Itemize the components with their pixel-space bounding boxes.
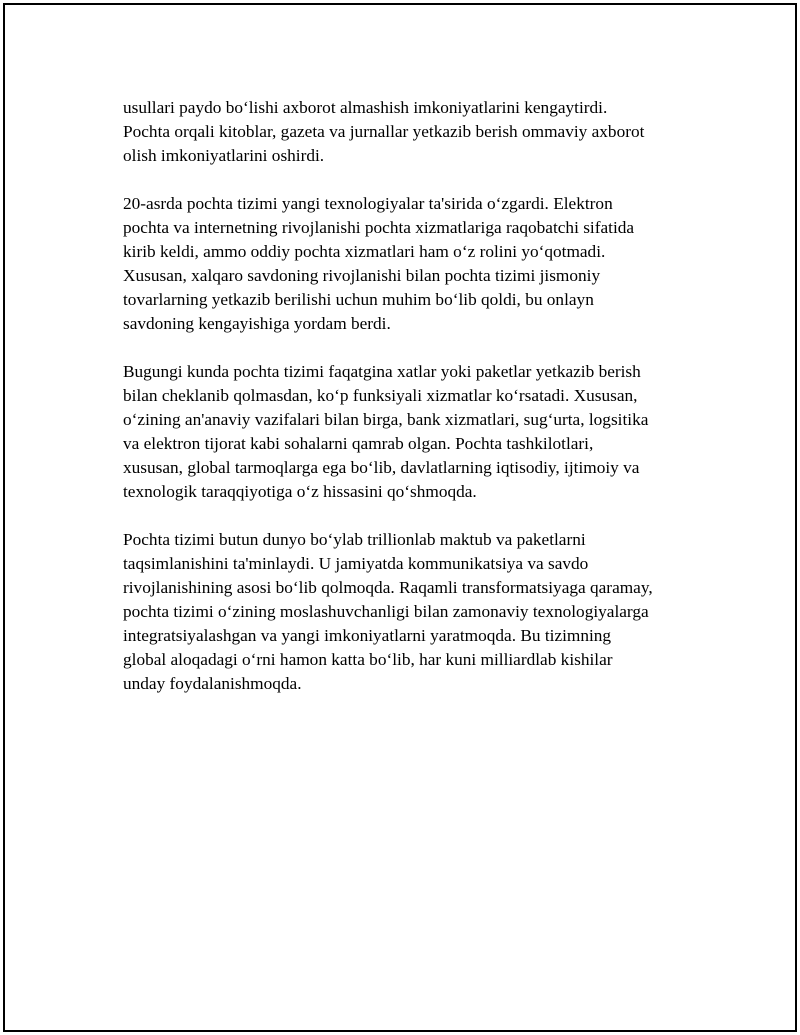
text-line: o‘zining an'anaviy vazifalari bilan birga, bank xizmatlari, sug‘urta, logsitika <box>123 410 649 429</box>
text-line: Xususan, xalqaro savdoning rivojlanishi bilan pochta tizimi jismoniy <box>123 266 601 285</box>
text-line: texnologik taraqqiyotiga o‘z hissasini qo‘shmoqda. <box>123 482 477 501</box>
text-line: pochta va internetning rivojlanishi pochta xizmatlariga raqobatchi sifatida <box>123 218 635 237</box>
text-line: rivojlanishining asosi bo‘lib qolmoqda. Raqamli transformatsiyaga qaramay, <box>123 578 653 597</box>
paragraph-1 <box>123 96 693 168</box>
text-line: pochta tizimi o‘zining moslashuvchanligi bilan zamonaviy texnologiyalarga <box>123 602 649 621</box>
text-line: bilan cheklanib qolmasdan, ko‘p funksiyali xizmatlar ko‘rsatadi. Xususan, <box>123 386 638 405</box>
text-line: tovarlarning yetkazib berilishi uchun muhim bo‘lib qoldi, bu onlayn <box>123 290 594 309</box>
text-line: integratsiyalashgan va yangi imkoniyatlarni yaratmoqda. Bu tizimning <box>123 626 612 645</box>
text-line: unday foydalanishmoqda. <box>123 674 302 693</box>
text-line: olish imkoniyatlarini oshirdi. <box>123 146 325 165</box>
text-line: taqsimlanishini ta'minlaydi. U jamiyatda kommunikatsiya va savdo <box>123 554 589 573</box>
text-line: Pochta orqali kitoblar, gazeta va jurnallar yetkazib berish ommaviy axborot <box>123 122 645 141</box>
text-line: 20-asrda pochta tizimi yangi texnologiyalar ta'sirida o‘zgardi. Elektron <box>123 194 613 213</box>
text-line: savdoning kengayishiga yordam berdi. <box>123 314 391 333</box>
text-line: Bugungi kunda pochta tizimi faqatgina xatlar yoki paketlar yetkazib berish <box>123 362 641 381</box>
paragraph-3 <box>123 360 693 504</box>
text-line: usullari paydo bo‘lishi axborot almashish imkoniyatlarini kengaytirdi. <box>123 98 608 117</box>
page-border <box>3 3 797 1032</box>
text-line: global aloqadagi o‘rni hamon katta bo‘lib, har kuni milliardlab kishilar <box>123 650 613 669</box>
text-line: kirib keldi, ammo oddiy pochta xizmatlari ham o‘z rolini yo‘qotmadi. <box>123 242 606 261</box>
paragraph-4 <box>123 528 693 696</box>
paragraph-2 <box>123 192 693 336</box>
text-line: va elektron tijorat kabi sohalarni qamrab olgan. Pochta tashkilotlari, <box>123 434 594 453</box>
document-body <box>123 96 693 720</box>
text-line: xususan, global tarmoqlarga ega bo‘lib, davlatlarning iqtisodiy, ijtimoiy va <box>123 458 640 477</box>
text-line: Pochta tizimi butun dunyo bo‘ylab trillionlab maktub va paketlarni <box>123 530 586 549</box>
